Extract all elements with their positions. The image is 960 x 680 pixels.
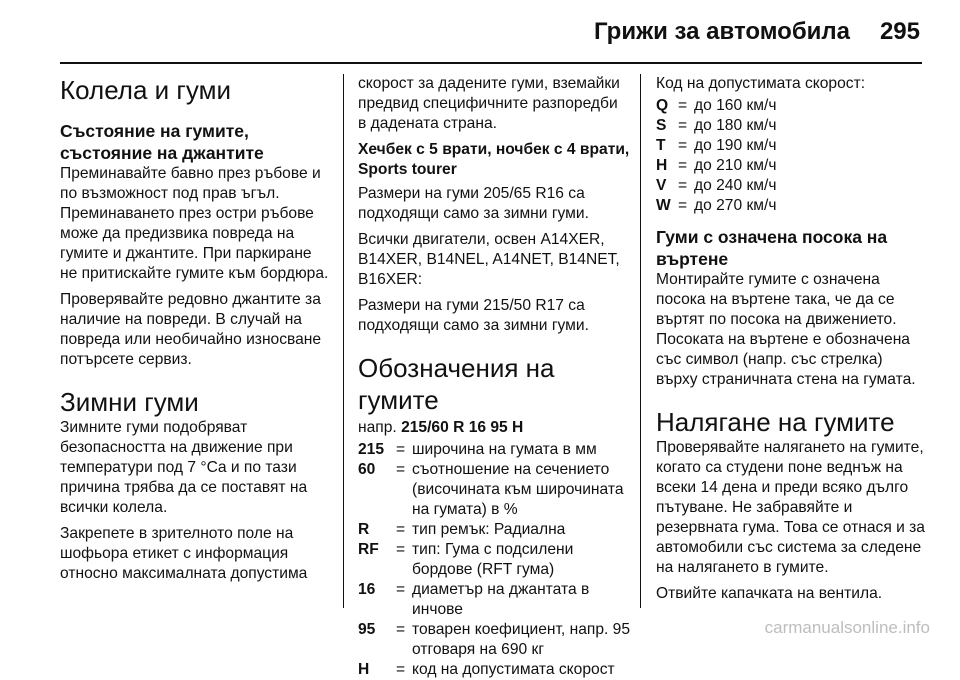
paragraph: Размери на гуми 215/50 R17 са подходящи само за зимни гуми. (358, 297, 589, 334)
speed-code-desc: до 180 км/ч (694, 117, 777, 134)
designation-key: 215 (358, 441, 385, 458)
designation-desc: тип ремък: Радиална (412, 521, 566, 538)
speed-code-key: S (656, 117, 667, 134)
page-number: 295 (879, 18, 920, 45)
header-divider (60, 62, 922, 64)
speed-code-key: H (656, 157, 668, 174)
watermark: carmanualsonline.info (764, 618, 930, 637)
designation-row (358, 660, 630, 680)
speed-code-key: V (656, 177, 667, 194)
column-1 (60, 74, 330, 590)
section-title-pressure: Налягане на гумите (656, 407, 895, 437)
speed-code-intro: Код на допустимата скорост: (656, 75, 866, 92)
designation-row (358, 580, 630, 620)
paragraph: Проверявайте налягането на гумите, когато са студени поне веднъж на всеки 14 дена и преди всяко дълго пътуване. Не забравяйте и резервната гума. Това се отнася и за автомобили със система за следене на налягането в гумите. (656, 439, 925, 576)
designation-example (358, 418, 630, 438)
column-2 (358, 74, 630, 680)
equals-sign: = (396, 661, 406, 678)
section-title-wheels: Колела и гуми (60, 75, 231, 105)
column-3 (656, 74, 928, 610)
designation-row (358, 440, 630, 460)
column-divider-1 (343, 74, 344, 608)
equals-sign: = (396, 461, 406, 478)
sub-heading-body-types: Хечбек с 5 врати, ночбек с 4 врати, Sports tourer (358, 141, 630, 178)
speed-code-list (656, 96, 928, 216)
designation-row (358, 520, 630, 540)
equals-sign: = (396, 541, 406, 558)
designation-key: 16 (358, 581, 376, 598)
equals-sign: = (678, 97, 688, 114)
paragraph: Отвийте капачката на вентила. (656, 585, 883, 602)
equals-sign: = (678, 157, 688, 174)
speed-code-row (656, 96, 928, 116)
speed-code-desc: до 270 км/ч (694, 197, 777, 214)
header-title: Грижи за автомобила (593, 18, 850, 45)
designation-key: H (358, 661, 370, 678)
designation-key: RF (358, 541, 379, 558)
designation-key: 95 (358, 621, 376, 638)
paragraph: Проверявайте редовно джантите за наличие на повреди. В случай на повреда или необичайно износване потърсете сервиз. (60, 291, 322, 368)
speed-code-desc: до 240 км/ч (694, 177, 777, 194)
speed-code-desc: до 210 км/ч (694, 157, 777, 174)
speed-code-row (656, 116, 928, 136)
equals-sign: = (396, 621, 406, 638)
speed-code-row (656, 156, 928, 176)
speed-code-desc: до 160 км/ч (694, 97, 777, 114)
equals-sign: = (396, 581, 406, 598)
paragraph: Размери на гуми 205/65 R16 са подходящи само за зимни гуми. (358, 185, 589, 222)
example-prefix: напр. (358, 419, 397, 436)
paragraph: скорост за дадените гуми, вземайки предвид специфичните разпоредби в дадената страна. (358, 75, 620, 132)
designation-row (358, 620, 630, 660)
speed-code-row (656, 176, 928, 196)
equals-sign: = (396, 441, 406, 458)
speed-code-row (656, 196, 928, 216)
designation-key: R (358, 521, 370, 538)
designation-desc: съотношение на сечението (височината към широчината на гумата) в % (412, 461, 624, 518)
column-divider-2 (640, 74, 641, 608)
designation-desc: код на допустимата скорост (412, 661, 615, 678)
section-title-designations: Обозначения на гумите (358, 353, 555, 415)
equals-sign: = (678, 137, 688, 154)
speed-code-key: Q (656, 97, 669, 114)
designation-row (358, 540, 630, 580)
paragraph: Зимните гуми подобряват безопасността на движение при температури под 7 °Ca и по тази причина трябва да се поставят на всички колела. (60, 419, 308, 516)
page-header (0, 16, 960, 56)
designation-desc: диаметър на джантата в инчове (412, 581, 590, 618)
subsection-title-condition: Състояние на гумите, състояние на джантите (60, 121, 264, 163)
designation-list (358, 440, 630, 680)
designation-desc: тип: Гума с подсилени бордове (RFT гума) (412, 541, 574, 578)
designation-desc: широчина на гумата в мм (412, 441, 597, 458)
paragraph: Всички двигатели, освен A14XER, B14XER, B14NEL, A14NET, B14NET, B16XER: (358, 231, 620, 288)
speed-code-row (656, 136, 928, 156)
paragraph: Преминавайте бавно през ръбове и по възможност под прав ъгъл. Преминаването през остри ръбове може да предизвика повреда на гумите и джантите. При паркиране не притискайте гумите към бордюра. (60, 165, 329, 282)
designation-desc: товарен коефициент, напр. 95 отговаря на 690 кг (412, 621, 631, 658)
equals-sign: = (678, 177, 688, 194)
equals-sign: = (678, 197, 688, 214)
section-title-winter: Зимни гуми (60, 387, 199, 417)
speed-code-key: T (656, 137, 666, 154)
example-value: 215/60 R 16 95 H (401, 419, 524, 436)
equals-sign: = (678, 117, 688, 134)
paragraph: Монтирайте гумите с означена посока на въртене така, че да се въртят по посока на движението. Посоката на въртене е обозначена със символ (напр. със стрелка) върху страничната стена на гумата. (656, 271, 916, 388)
subsection-title-directional: Гуми с означена посока на въртене (656, 227, 888, 269)
equals-sign: = (396, 521, 406, 538)
paragraph: Закрепете в зрителното поле на шофьора етикет с информация относно максималната допустима (60, 525, 308, 582)
designation-row (358, 460, 630, 520)
speed-code-desc: до 190 км/ч (694, 137, 777, 154)
speed-code-key: W (656, 197, 671, 214)
designation-key: 60 (358, 461, 376, 478)
